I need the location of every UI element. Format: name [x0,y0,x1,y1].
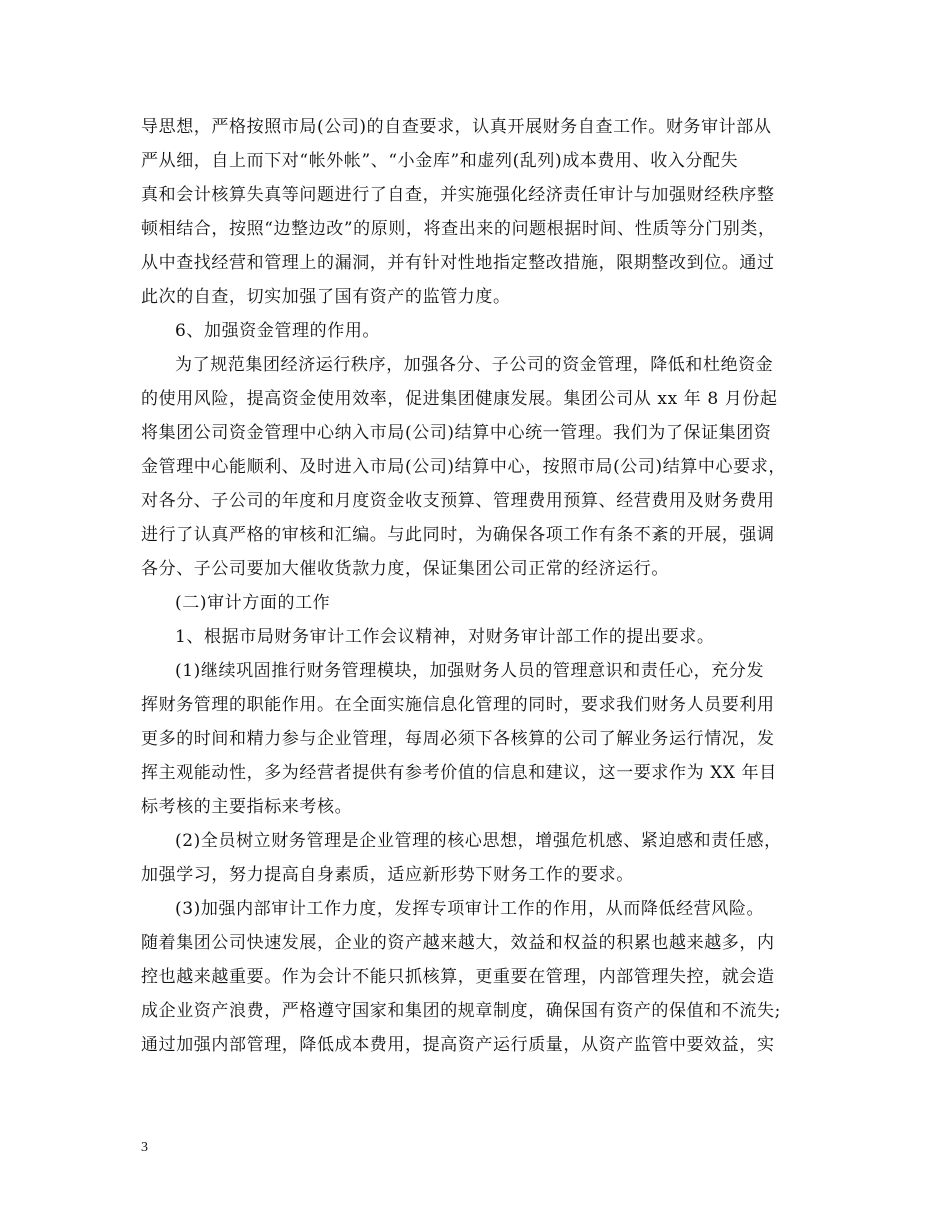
section-heading: 6、加强资金管理的作用。 [175,321,381,341]
text-line: 各分、子公司要加大催收货款力度，保证集团公司正常的经济运行。 [141,559,669,579]
text-line: 成企业资产浪费，严格遵守国家和集团的规章制度，确保国有资产的保值和不流失; [141,1001,781,1021]
text-line: 严从细，自上而下对“帐外帐”、“小金库”和虚列(乱列)成本费用、收入分配失 [141,151,739,171]
text-line: 随着集团公司快速发展，企业的资产越来越大，效益和权益的积累也越来越多，内 [141,933,775,953]
text-line: 真和会计核算失真等问题进行了自查，并实施强化经济责任审计与加强财经秩序整 [141,185,775,205]
text-line: 通过加强内部管理，降低成本费用，提高资产运行质量，从资产监管中要效益，实 [141,1035,775,1055]
section-heading: 1、根据市局财务审计工作会议精神，对财务审计部工作的提出要求。 [175,627,715,647]
text-line: 挥财务管理的职能作用。在全面实施信息化管理的同时，要求我们财务人员要利用 [141,695,775,715]
text-line: 标考核的主要指标来考核。 [141,797,353,817]
section-heading: (二)审计方面的工作 [175,593,331,613]
text-line: 的使用风险，提高资金使用效率，促进集团健康发展。集团公司从 xx 年 8 月份起 [141,389,778,409]
text-line: 对各分、子公司的年度和月度资金收支预算、管理费用预算、经营费用及财务费用 [141,491,775,511]
text-line: (3)加强内部审计工作力度，发挥专项审计工作的作用，从而降低经营风险。 [175,899,765,919]
text-line: 金管理中心能顺利、及时进入市局(公司)结算中心，按照市局(公司)结算中心要求， [141,457,786,477]
text-line: (2)全员树立财务管理是企业管理的核心思想，增强危机感、紧迫感和责任感， [175,831,782,851]
text-line: 挥主观能动性，多为经营者提供有参考价值的信息和建议，这一要求作为 XX 年目 [141,763,777,783]
text-line: 加强学习，努力提高自身素质，适应新形势下财务工作的要求。 [141,865,634,885]
page-number: 3 [141,1140,148,1155]
text-line: 将集团公司资金管理中心纳入市局(公司)结算中心统一管理。我们为了保证集团资 [141,423,772,443]
text-line: 进行了认真严格的审核和汇编。与此同时，为确保各项工作有条不紊的开展，强调 [141,525,775,545]
text-line: 为了规范集团经济运行秩序，加强各分、子公司的资金管理，降低和杜绝资金 [175,355,774,375]
text-line: 更多的时间和精力参与企业管理，每周必须下各核算的公司了解业务运行情况，发 [141,729,775,749]
text-line: 导思想，严格按照市局(公司)的自查要求，认真开展财务自查工作。财务审计部从 [141,117,772,137]
text-line: (1)继续巩固推行财务管理模块，加强财务人员的管理意识和责任心，充分发 [175,661,765,681]
text-line: 从中查找经营和管理上的漏洞，并有针对性地指定整改措施，限期整改到位。通过 [141,253,775,273]
text-line: 控也越来越重要。作为会计不能只抓核算，更重要在管理，内部管理失控，就会造 [141,967,775,987]
text-line: 此次的自查，切实加强了国有资产的监管力度。 [141,287,511,307]
text-line: 顿相结合，按照“边整边改”的原则，将查出来的问题根据时间、性质等分门别类， [141,219,776,239]
